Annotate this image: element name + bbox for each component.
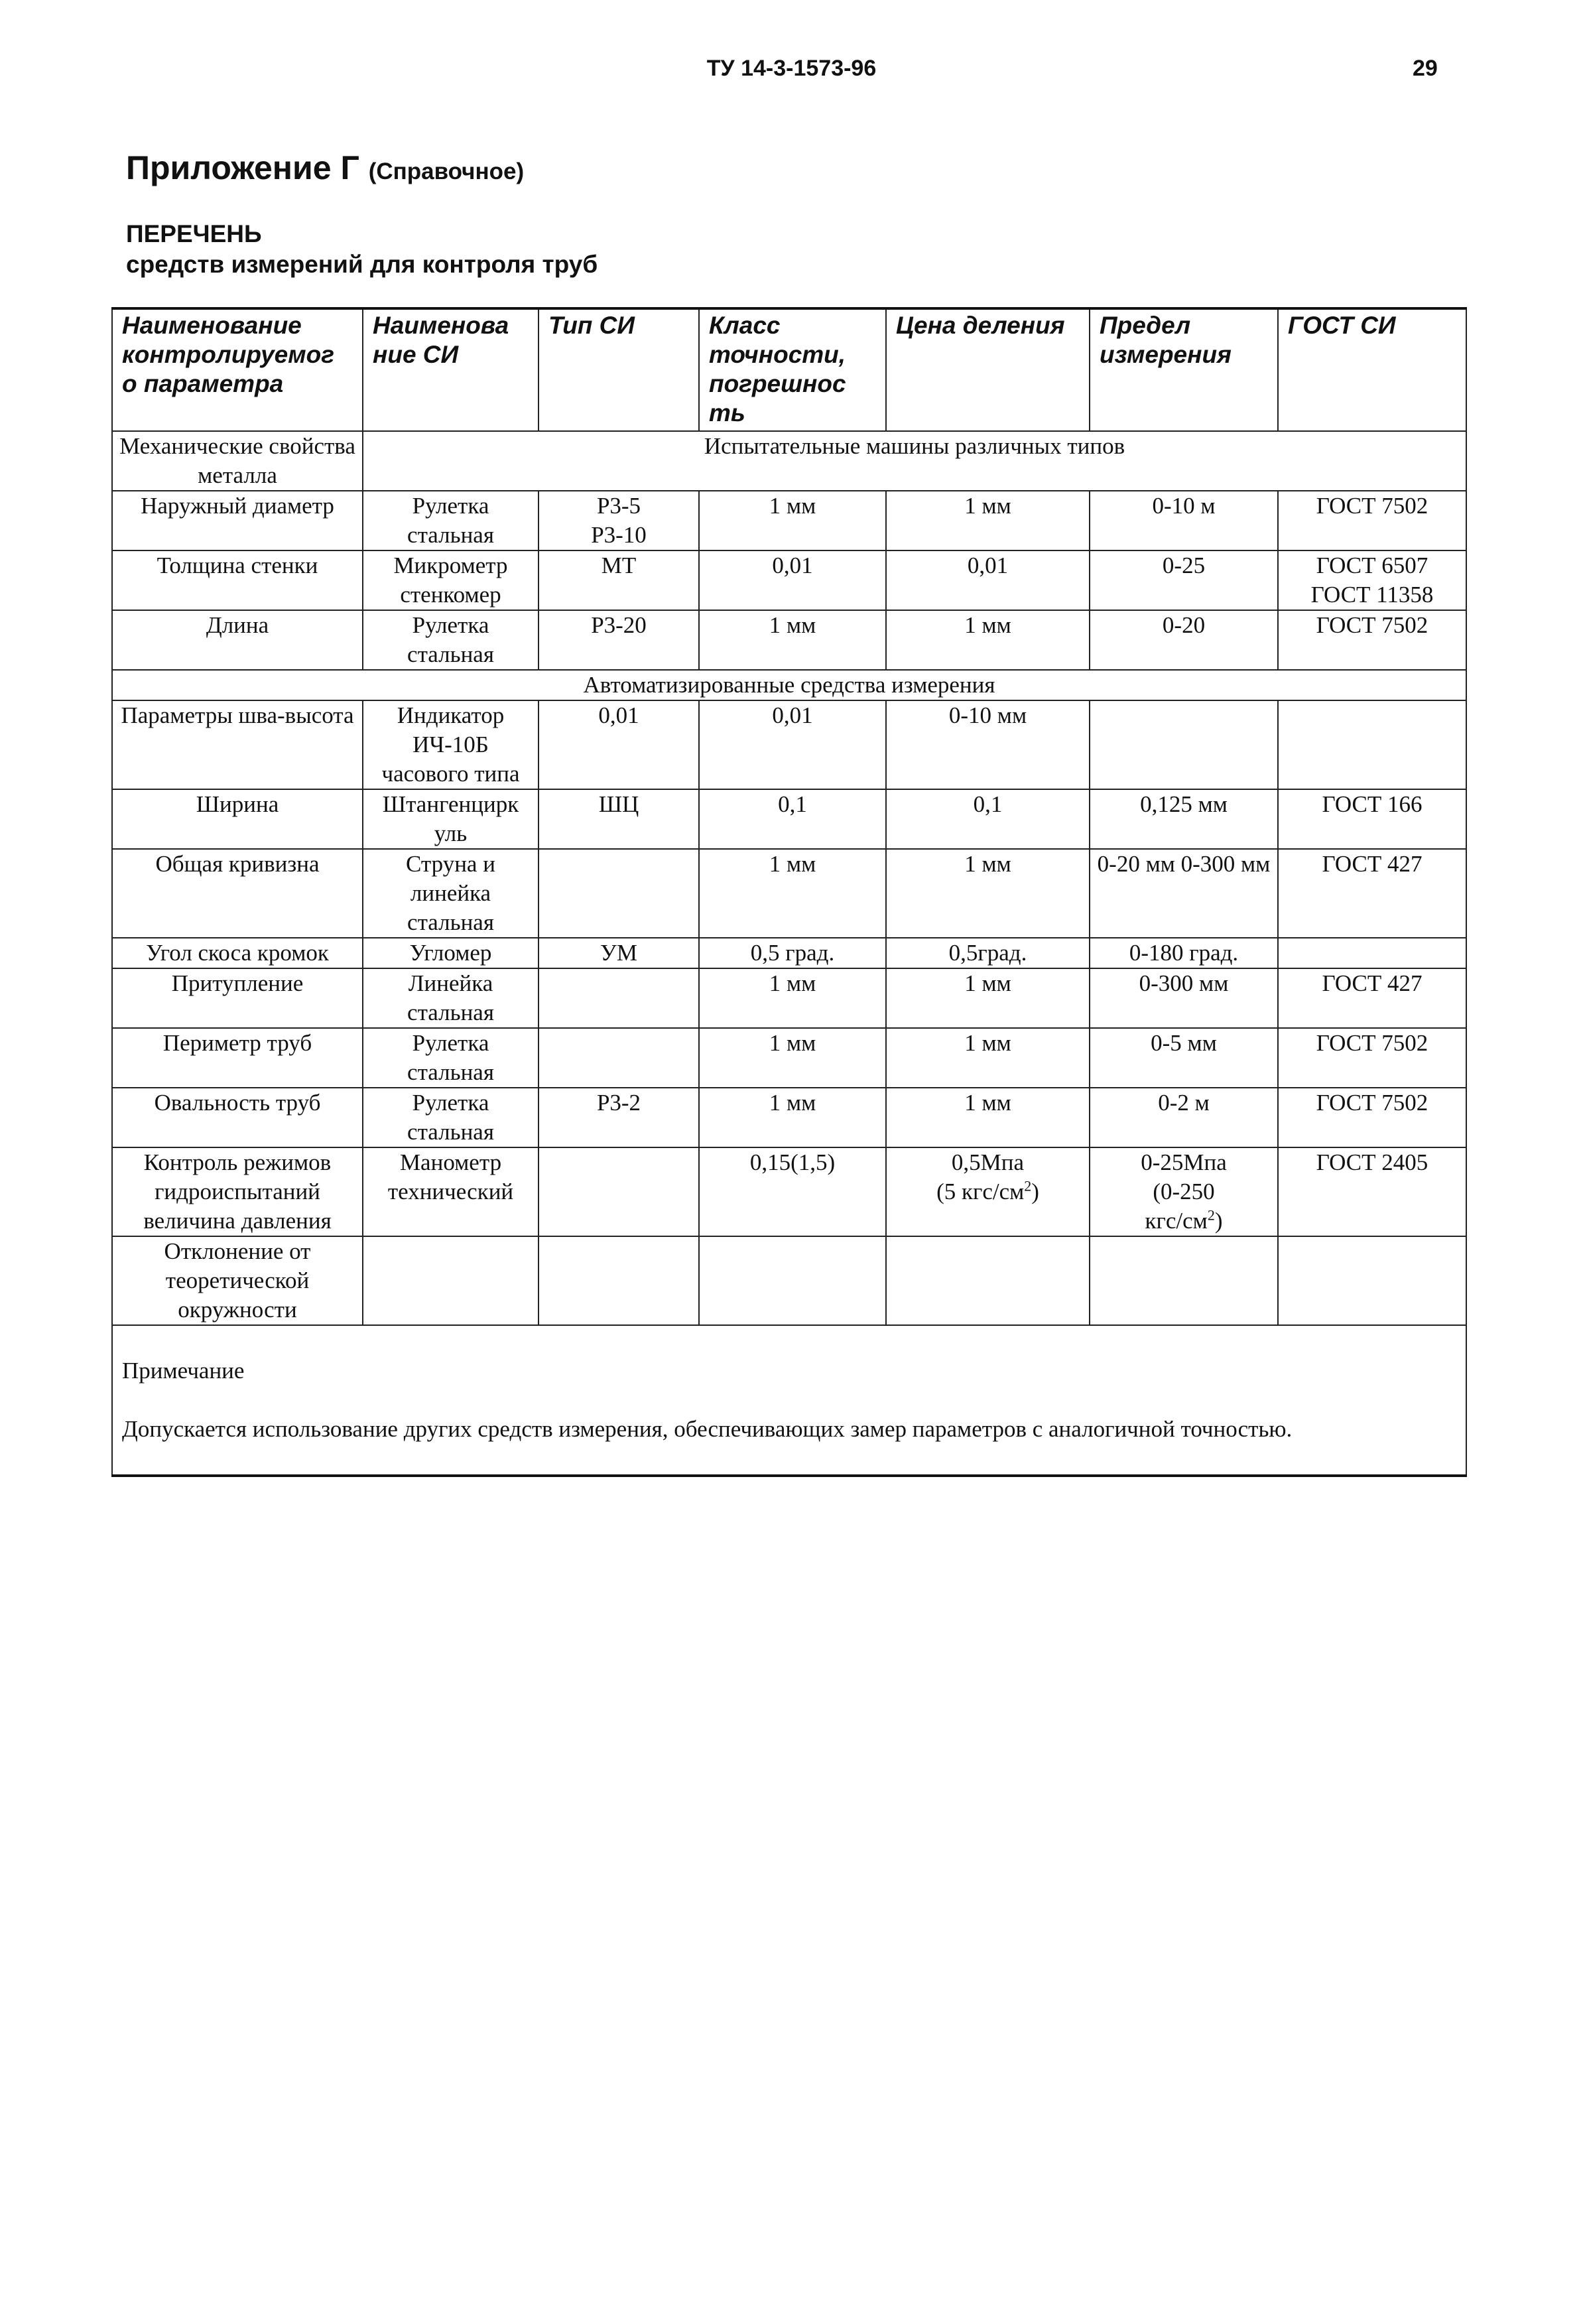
header-cell: ГОСТ СИ	[1278, 308, 1466, 431]
instrument-cell	[363, 1236, 538, 1325]
accuracy-cell: 0,1	[699, 789, 886, 849]
instrument-cell: Рулетка стальная	[363, 610, 538, 670]
type-cell: Р3-20	[538, 610, 699, 670]
page-number: 29	[1413, 56, 1438, 81]
table-row	[112, 491, 1466, 550]
instrument-cell: Манометр технический	[363, 1147, 538, 1236]
division-unit: (5 кгс/см	[936, 1179, 1025, 1204]
limit-cell: 0-180 град.	[1090, 938, 1278, 968]
limit-value-alt: (0-250	[1153, 1179, 1215, 1204]
limit-cell: 0-20	[1090, 610, 1278, 670]
gost-cell: ГОСТ 6507 ГОСТ 11358	[1278, 550, 1466, 610]
type-cell	[538, 1147, 699, 1236]
section-title: Автоматизированные средства измерения	[112, 670, 1466, 700]
division-cell: 0,01	[886, 550, 1090, 610]
header-cell: Наименова ние СИ	[363, 308, 538, 431]
gost-cell	[1278, 1236, 1466, 1325]
instrument-cell: Индикатор ИЧ-10Б часового типа	[363, 700, 538, 789]
accuracy-cell: 1 мм	[699, 1028, 886, 1088]
limit-unit-close: )	[1214, 1208, 1223, 1234]
division-cell: 0-10 мм	[886, 700, 1090, 789]
parameter-cell: Периметр труб	[112, 1028, 363, 1088]
gost-cell	[1278, 938, 1466, 968]
type-cell	[538, 1236, 699, 1325]
table-row	[112, 550, 1466, 610]
appendix-title-text: Приложение Г	[126, 149, 359, 186]
division-cell: 1 мм	[886, 968, 1090, 1028]
header-cell: Класс точности, погрешнос ть	[699, 308, 886, 431]
type-cell: ШЦ	[538, 789, 699, 849]
division-value: 0,5Мпа	[951, 1149, 1025, 1175]
parameter-cell: Угол скоса кромок	[112, 938, 363, 968]
limit-cell: 0-25	[1090, 550, 1278, 610]
parameter-cell: Наружный диаметр	[112, 491, 363, 550]
division-unit-close: )	[1031, 1179, 1039, 1204]
table-row	[112, 610, 1466, 670]
list-title-line-2: средств измерений для контроля труб	[126, 251, 598, 278]
type-cell: Р3-2	[538, 1088, 699, 1147]
gost-cell: ГОСТ 7502	[1278, 491, 1466, 550]
appendix-title	[126, 149, 524, 187]
type-cell: 0,01	[538, 700, 699, 789]
parameter-cell: Ширина	[112, 789, 363, 849]
table-row	[112, 1236, 1466, 1325]
accuracy-cell	[699, 1236, 886, 1325]
limit-cell: 0-300 мм	[1090, 968, 1278, 1028]
division-cell: 0,5град.	[886, 938, 1090, 968]
type-cell	[538, 1028, 699, 1088]
instrument-cell: Угломер	[363, 938, 538, 968]
limit-cell: 0-2 м	[1090, 1088, 1278, 1147]
notes-text: Допускается использование других средств измерения, обеспечивающих замер параметров с аналогичной точностью.	[122, 1416, 1293, 1442]
gost-cell: ГОСТ 166	[1278, 789, 1466, 849]
gost-cell: ГОСТ 7502	[1278, 1088, 1466, 1147]
parameter-cell: Механические свойства металла	[112, 431, 363, 491]
table-row	[112, 1028, 1466, 1088]
gost-cell: ГОСТ 427	[1278, 968, 1466, 1028]
instrument-cell: Рулетка стальная	[363, 1088, 538, 1147]
header-cell: Цена деления	[886, 308, 1090, 431]
document-code: ТУ 14-3-1573-96	[706, 56, 877, 81]
accuracy-cell: 0,01	[699, 550, 886, 610]
parameter-cell: Отклонение от теоретической окружности	[112, 1236, 363, 1325]
parameter-cell: Длина	[112, 610, 363, 670]
table-header-row	[112, 308, 1466, 431]
accuracy-cell: 0,01	[699, 700, 886, 789]
parameter-cell: Толщина стенки	[112, 550, 363, 610]
limit-value: 0-25Мпа	[1141, 1149, 1227, 1175]
instrument-cell: Струна и линейка стальная	[363, 849, 538, 938]
table-row	[112, 938, 1466, 968]
type-cell: Р3-5 Р3-10	[538, 491, 699, 550]
section-row	[112, 670, 1466, 700]
parameter-cell: Параметры шва-высота	[112, 700, 363, 789]
limit-cell	[1090, 1147, 1278, 1236]
instrument-cell: Линейка стальная	[363, 968, 538, 1028]
limit-cell	[1090, 700, 1278, 789]
division-cell: 0,1	[886, 789, 1090, 849]
type-cell	[538, 968, 699, 1028]
accuracy-cell: 0,5 град.	[699, 938, 886, 968]
table-row	[112, 789, 1466, 849]
division-cell	[886, 1147, 1090, 1236]
superscript: 2	[1207, 1206, 1215, 1224]
table-row	[112, 1147, 1466, 1236]
instrument-cell: Штангенцирк уль	[363, 789, 538, 849]
instrument-cell: Рулетка стальная	[363, 491, 538, 550]
limit-cell: 0-5 мм	[1090, 1028, 1278, 1088]
limit-cell	[1090, 1236, 1278, 1325]
instruments-table	[111, 307, 1467, 1477]
table-row	[112, 1088, 1466, 1147]
accuracy-cell: 1 мм	[699, 1088, 886, 1147]
type-cell: МТ	[538, 550, 699, 610]
header-cell: Наименование контролируемог о параметра	[112, 308, 363, 431]
gost-cell: ГОСТ 427	[1278, 849, 1466, 938]
limit-cell: 0,125 мм	[1090, 789, 1278, 849]
appendix-note: (Справочное)	[368, 159, 525, 184]
accuracy-cell: 1 мм	[699, 968, 886, 1028]
division-cell: 1 мм	[886, 610, 1090, 670]
spanning-cell: Испытательные машины различных типов	[363, 431, 1466, 491]
limit-unit: кгс/см	[1145, 1208, 1208, 1234]
table-row	[112, 700, 1466, 789]
division-cell: 1 мм	[886, 1028, 1090, 1088]
parameter-cell: Контроль режимов гидроиспытаний величина давления	[112, 1147, 363, 1236]
accuracy-cell: 0,15(1,5)	[699, 1147, 886, 1236]
table-row	[112, 849, 1466, 938]
division-cell	[886, 1236, 1090, 1325]
division-cell: 1 мм	[886, 491, 1090, 550]
limit-cell: 0-10 м	[1090, 491, 1278, 550]
notes-row	[112, 1325, 1466, 1476]
limit-cell: 0-20 мм 0-300 мм	[1090, 849, 1278, 938]
instrument-cell: Рулетка стальная	[363, 1028, 538, 1088]
parameter-cell: Овальность труб	[112, 1088, 363, 1147]
division-cell: 1 мм	[886, 849, 1090, 938]
gost-cell: ГОСТ 7502	[1278, 610, 1466, 670]
parameter-cell: Общая кривизна	[112, 849, 363, 938]
accuracy-cell: 1 мм	[699, 610, 886, 670]
parameter-cell: Притупление	[112, 968, 363, 1028]
header-cell: Предел измерения	[1090, 308, 1278, 431]
gost-cell	[1278, 700, 1466, 789]
division-cell: 1 мм	[886, 1088, 1090, 1147]
type-cell: УМ	[538, 938, 699, 968]
gost-cell: ГОСТ 2405	[1278, 1147, 1466, 1236]
table-row	[112, 968, 1466, 1028]
accuracy-cell: 1 мм	[699, 491, 886, 550]
accuracy-cell: 1 мм	[699, 849, 886, 938]
notes-label: Примечание	[122, 1358, 245, 1384]
header-cell: Тип СИ	[538, 308, 699, 431]
list-title	[126, 219, 598, 280]
list-title-line-1: ПЕРЕЧЕНЬ	[126, 220, 262, 247]
type-cell	[538, 849, 699, 938]
table-row	[112, 431, 1466, 491]
gost-cell: ГОСТ 7502	[1278, 1028, 1466, 1088]
superscript: 2	[1024, 1177, 1032, 1194]
instrument-cell: Микрометр стенкомер	[363, 550, 538, 610]
notes-cell	[112, 1325, 1466, 1476]
